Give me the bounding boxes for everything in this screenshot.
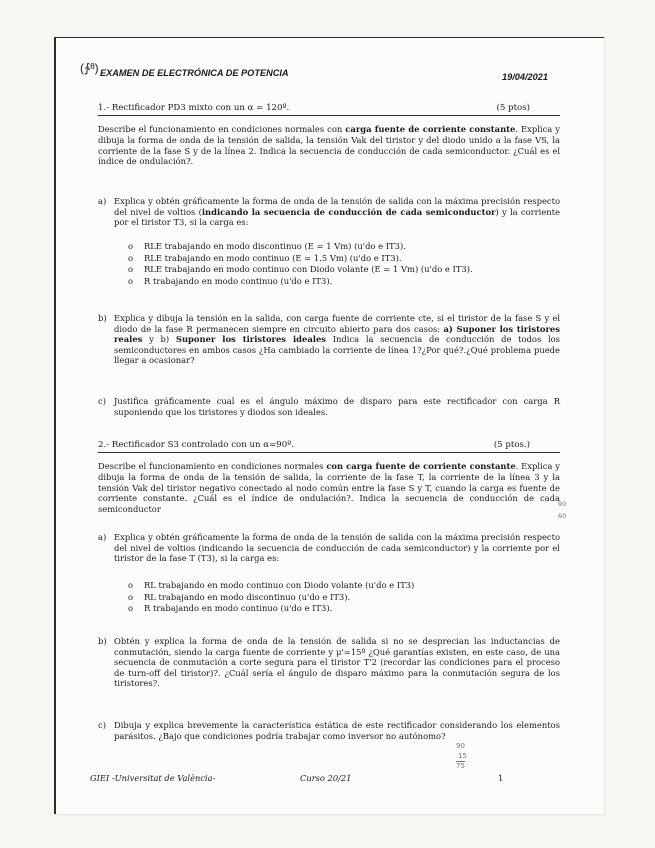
intro-text-cont: . Explica y dibuja la forma de onda de la tensión de salida, la tensión Vak del tiristor y del diodo unido a la fase VS, la corriente de la fase S y de la línea 2. Indica la secuencia de conducción de cada semiconductor. ¿Cuál es el índice de ondulación?. bbox=[98, 124, 560, 167]
section-1-bullet-list bbox=[128, 241, 473, 287]
question-text: Justifica gráficamente cual es el ángulo máximo de disparo para este rectificador con carga R suponiendo que los tiristores y diodos son ideales. bbox=[114, 396, 560, 417]
list-item: o RL trabajando en modo continuo con Diodo volante (u'do e IT3) bbox=[128, 580, 415, 590]
section-1-question-a bbox=[98, 196, 561, 228]
question-text: Explica y dibuja la tensión en la salida, con carga fuente de corriente cte, si el tiristor de la fase S y el diodo de la fase R permanecen siempre en circuito abierto para dos casos: a) Suponer los tiristores reales y b) Suponer los tiristores ideales Indica la secuencia de conducción de todos los semiconductores en ambos casos ¿Ha cambiado la corriente de línea 1?¿Por qué?.¿Qué problema puede llegar a ocasionar? bbox=[114, 313, 560, 366]
university-logo: (∱ᶿ) bbox=[80, 61, 99, 75]
footer-course: Curso 20/21 bbox=[300, 773, 352, 783]
question-label: b) bbox=[98, 313, 107, 323]
section-2-question-a bbox=[98, 532, 560, 568]
section-2-title: 2.- Rectificador S3 controlado con un α=90º. bbox=[98, 440, 294, 450]
section-1-points: (5 ptos) bbox=[496, 103, 530, 113]
list-item: o RLE trabajando en modo continuo con Diodo volante (E = 1 Vm) (u'do e IT3). bbox=[128, 264, 473, 275]
section-1-intro bbox=[98, 124, 560, 167]
question-label: c) bbox=[98, 720, 106, 730]
exam-title: EXAMEN DE ELECTRÓNICA DE POTENCIA bbox=[100, 68, 289, 78]
list-item: o RL trabajando en modo discontinuo (u'do e IT3). bbox=[128, 591, 351, 602]
question-label: a) bbox=[98, 532, 107, 542]
question-text: Explica y obtén gráficamente la forma de onda de la tensión de salida con la máxima precisión respecto del nivel de voltios (indicando la secuencia de conducción de cada semiconductor) y la corriente por el tiristor de la fase T (T3), si la carga es: bbox=[114, 532, 560, 564]
question-text: Obtén y explica la forma de onda de la tensión de salida si no se desprecian las inductancias de conmutación, siendo la carga fuente de corriente y μ'=15º ¿Qué garantías existen, en este caso, de una secuencia de conmutación a corte segura para el tiristor T'2 (recordar las condiciones para el proceso de turn-off del tiristor)?. ¿Cuál sería el ángulo de disparo máximo para la conmutación segura de los tiristores?. bbox=[114, 636, 560, 689]
footer-institution: GIEI -Universitat de València- bbox=[90, 773, 216, 783]
section-2-heading bbox=[98, 440, 560, 453]
question-text: Dibuja y explica brevemente la característica estática de este rectificador considerando los elementos parásitos. ¿Bajo que condiciones podría trabajar como inversor no autónomo? bbox=[114, 720, 560, 741]
intro-bold: carga fuente de corriente constante bbox=[345, 124, 516, 134]
section-2-question-c bbox=[98, 720, 560, 744]
list-item: o R trabajando en modo continuo (u'do e IT3). bbox=[128, 603, 333, 614]
handwritten-note-bottom-2: 15 bbox=[458, 752, 467, 760]
handwritten-note-side-2: 60 bbox=[558, 512, 567, 520]
list-item: o RLE trabajando en modo discontinuo (E = 1 Vm) (u'do e IT3). bbox=[128, 241, 406, 251]
section-2-points: (5 ptos.) bbox=[493, 440, 530, 450]
section-1-heading bbox=[98, 103, 560, 116]
handwritten-note-side-1: 90 bbox=[558, 500, 567, 508]
question-label: a) bbox=[98, 196, 107, 206]
exam-date: 19/04/2021 bbox=[502, 72, 548, 82]
handwritten-note-bottom-3: 75 bbox=[456, 762, 465, 770]
section-1-question-b bbox=[98, 313, 560, 369]
section-2-bullet-list bbox=[128, 580, 414, 615]
page-number: 1 bbox=[498, 773, 504, 783]
question-label: b) bbox=[98, 636, 107, 646]
section-1-title: 1.- Rectificador PD3 mixto con un α = 120º. bbox=[98, 103, 290, 113]
section-1-question-c bbox=[98, 396, 560, 420]
section-2-question-b bbox=[98, 636, 560, 692]
intro-text: Describe el funcionamiento en condiciones normales con bbox=[98, 124, 346, 134]
handwritten-note-bottom-1: 90 bbox=[456, 742, 465, 750]
list-item: o RLE trabajando en modo continuo (E = 1.5 Vm) (u'do e IT3). bbox=[128, 252, 402, 263]
question-text: Explica y obtén gráficamente la forma de onda de la tensión de salida con la máxima precisión respecto del nivel de voltios (indicando la secuencia de conducción de cada semiconductor) y la corriente por el tiristor T3, si la carga es: bbox=[114, 196, 561, 228]
question-label: c) bbox=[98, 396, 106, 406]
intro-text-cont: . Explica y dibuja la forma de onda de la tensión de salida, la corriente de la fase T, la corriente de la línea 3 y la tensión Vak del tiristor negativo conectado al nodo común entre la fase S y T, cuando la carga es fuente de corriente constante. ¿Cuál es el índice de ondulación?. Indica la secuencia de conducción de cada semiconductor bbox=[98, 461, 560, 515]
section-2-intro bbox=[98, 461, 560, 515]
intro-text: Describe el funcionamiento en condiciones normales bbox=[98, 461, 327, 471]
list-item: o R trabajando en modo continuo (u'do e IT3). bbox=[128, 275, 333, 286]
intro-bold: con carga fuente de corriente constante bbox=[326, 461, 516, 471]
